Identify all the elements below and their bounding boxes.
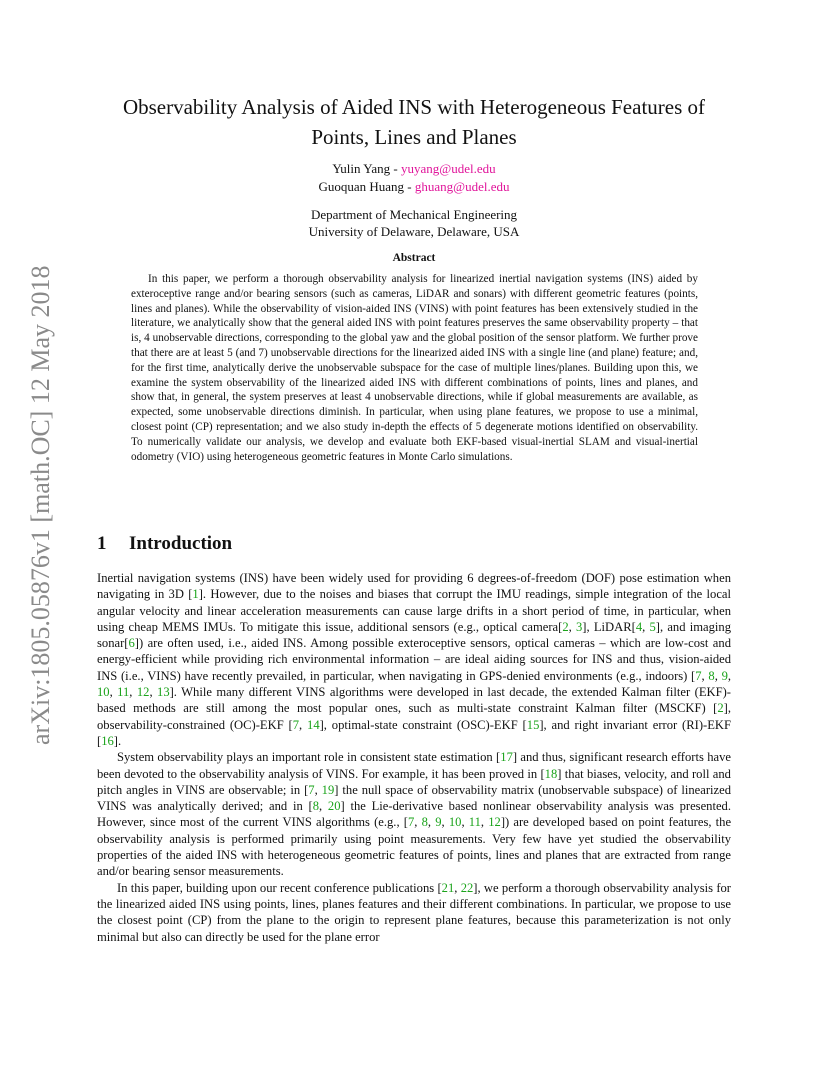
body-text-run: In this paper, building upon our recent conference publications [ (117, 880, 442, 895)
arxiv-identifier: arXiv:1805.05876v1 [math.OC] 12 May 2018 (26, 265, 55, 745)
citation-link[interactable]: 13 (157, 685, 170, 700)
citation-link[interactable]: 5 (649, 619, 656, 634)
citation-link[interactable]: 12 (136, 685, 150, 700)
body-text-run: System observability plays an important role in consistent state estimation [ (117, 750, 501, 765)
citation-link[interactable]: 7 (292, 717, 300, 732)
university: University of Delaware, Delaware, USA (308, 224, 520, 239)
citation-link[interactable]: 7 (695, 668, 702, 683)
citation-link[interactable]: 11 (117, 685, 130, 700)
body-text-run: ]. However, due to the noises and biases that corrupt the IMU readings, simple integration of the local angular velocity and linear acceleration measurements can cause large drifts in a short period of time, in particular, when using cheap MEMS IMUs. To mitigate this issue, additional sensors (e.g., optical camera[ (97, 587, 731, 634)
body-text-run: , (149, 685, 158, 700)
body-text-run: , (454, 880, 461, 895)
section-number: 1 (97, 533, 107, 554)
citation-link[interactable]: 20 (327, 799, 341, 814)
citation-link[interactable]: 10 (448, 815, 462, 830)
body-text-run: , (461, 815, 469, 830)
citation-link[interactable]: 2 (562, 619, 569, 634)
body-text-run: Inertial navigation systems (INS) have been widely used for providing 6 degrees-of-freedom (DOF) pose estimation when navigating in 3D [ (97, 571, 731, 602)
body-text-run: ] that biases, velocity, and roll and pitch angles in VINS are observable; in [ (97, 766, 731, 797)
citation-link[interactable]: 21 (441, 880, 455, 895)
body-text-run: ] the Lie-derivative based nonlinear observability analysis was presented. However, since most of the current VINS algorithms (e.g., [ (97, 799, 732, 830)
section-title: Introduction (129, 533, 233, 554)
body-paragraph (97, 880, 731, 945)
citation-link[interactable]: 14 (307, 717, 320, 732)
introduction-body (97, 570, 731, 945)
citation-link[interactable]: 18 (544, 766, 558, 781)
abstract-text: In this paper, we perform a thorough observability analysis for linearized inertial navigation systems (INS) aided by exteroceptive range and/or bearing sensors (such as cameras, LiDAR and sonars) with different geometric features (points, lines and planes). While the observability of vision-aided INS (VINS) with point features has been extensively studied in the literature, we analytically show that the general aided INS with point features preserves the same observability property – that is, 4 unobservable directions, corresponding to the global yaw and the global position of the sensor platform. We further prove that there are at least 5 (and 7) unobservable directions for the linearized aided INS with a single line (and plane) feature; and, for the first time, analytically derive the unobservable subspace for the case of multiple lines/planes. Building upon this, we examine the system observability of the linearized aided INS with different combinations of points, lines and planes, and show that, in general, the system preserves at least 4 unobservable directions, while if global measurements are available, as expected, some unobservable directions diminish. In particular, when using plane features, we propose to use a minimal, closest point (CP) representation; and we also study in-depth the effects of 5 degenerate motions identified on observability. To numerically validate our analysis, we develop and evaluate both EKF-based visual-inertial SLAM and visual-inertial odometry (VIO) using heterogeneous geometric features in Monte Carlo simulations. (131, 273, 698, 463)
citation-link[interactable]: 11 (468, 815, 481, 830)
author-name: Guoquan Huang - (318, 179, 415, 194)
citation-link[interactable]: 17 (500, 750, 513, 765)
paper-title: Observability Analysis of Aided INS with Heterogeneous Features of Points, Lines and Planes (122, 95, 706, 149)
author-email-link[interactable]: yuyang@udel.edu (400, 161, 496, 176)
body-text-run: , (714, 668, 722, 683)
body-text-run: ]. While many different VINS algorithms were developed in last decade, the extended Kalman filter (EKF)-based methods are still among the most popular ones, such as multi-state constraint Kalman filter (MSCKF) [ (97, 685, 731, 716)
citation-link[interactable]: 10 (97, 685, 110, 700)
body-text-run: ], LiDAR[ (582, 619, 636, 634)
abstract-heading: Abstract (392, 252, 436, 264)
author-name: Yulin Yang - (332, 161, 401, 176)
citation-link[interactable]: 15 (526, 717, 540, 732)
author-line (200, 160, 628, 178)
body-text-run: , (642, 619, 650, 634)
body-text-run: , (414, 815, 422, 830)
department: Department of Mechanical Engineering (310, 207, 518, 222)
affiliation-block (200, 206, 628, 240)
body-text-run: ]. (113, 733, 122, 748)
body-text-run: ] the null space of observability matrix (unobservable subspace) of linearized VINS was analytically derived; and in [ (97, 782, 732, 814)
body-text-run: ], observability-constrained (OC)-EKF [ (97, 701, 731, 732)
citation-link[interactable]: 22 (460, 880, 474, 895)
author-email-link[interactable]: ghuang@udel.edu (414, 179, 510, 194)
citation-link[interactable]: 8 (421, 815, 428, 830)
body-text-run: , (319, 799, 328, 814)
body-text-run: , (480, 815, 489, 830)
citation-link[interactable]: 9 (721, 668, 728, 683)
citation-link[interactable]: 7 (308, 782, 315, 797)
citation-link[interactable]: 7 (407, 815, 415, 830)
body-text-run: ] and thus, significant research efforts have been devoted to the observability analysis of VINS. For example, it has been proved in [ (97, 750, 731, 781)
body-paragraph (97, 570, 731, 749)
citation-link[interactable]: 2 (717, 701, 724, 716)
body-text-run: ], and right invariant error (RI)-EKF [ (97, 717, 732, 748)
citation-link[interactable]: 9 (435, 815, 442, 830)
body-text-run: , (427, 815, 436, 830)
citation-link[interactable]: 12 (488, 815, 501, 830)
citation-link[interactable]: 6 (128, 636, 135, 651)
body-text-run: , (109, 685, 118, 700)
citation-link[interactable]: 1 (192, 587, 199, 602)
citation-link[interactable]: 8 (708, 668, 715, 683)
body-text-run: , (129, 685, 137, 700)
author-line (200, 178, 628, 196)
citation-link[interactable]: 19 (321, 782, 335, 797)
body-text-run: , (701, 668, 709, 683)
section-heading (97, 533, 731, 555)
body-text-run: ], optimal-state constraint (OSC)-EKF [ (319, 717, 527, 732)
citation-link[interactable]: 8 (312, 799, 319, 814)
body-text-run: , (441, 815, 449, 830)
body-text-run: , (299, 717, 308, 732)
body-paragraph (97, 749, 731, 879)
citation-link[interactable]: 3 (575, 619, 583, 634)
body-text-run: ], and imaging sonar[ (97, 619, 732, 651)
body-text-run: ]) are often used, i.e., aided INS. Among possible exteroceptive sensors, optical cameras – which are low-cost and energy-efficient while providing rich environmental information – are ideal aiding sources for INS and thus, vision-aided INS (i.e., VINS) have recently prevailed, in particular, when navigating in GPS-denied environments (e.g., indoors) [ (97, 636, 731, 683)
body-text-run: , (727, 668, 732, 683)
body-text-run: ]) are developed based on point features, the observability analysis is performed primarily using point measurements. Very few have yet studied the observability properties of the aided INS with heterogeneous geometric features of points, lines and planes that are extracted from range and/or bearing sensor measurements. (97, 815, 732, 879)
citation-link[interactable]: 16 (101, 733, 114, 748)
body-text-run: ], we perform a thorough observability analysis for the linearized aided INS using points, lines, planes features and their different combinations. In particular, we propose to use the closest point (CP) from the plane to the origin to represent plane features, because this parameterization is not only minimal but also can directly be used for the plane error (97, 880, 731, 944)
citation-link[interactable]: 4 (635, 619, 643, 634)
body-text-run: , (568, 619, 576, 634)
author-block (200, 160, 628, 196)
body-text-run: , (314, 782, 322, 797)
